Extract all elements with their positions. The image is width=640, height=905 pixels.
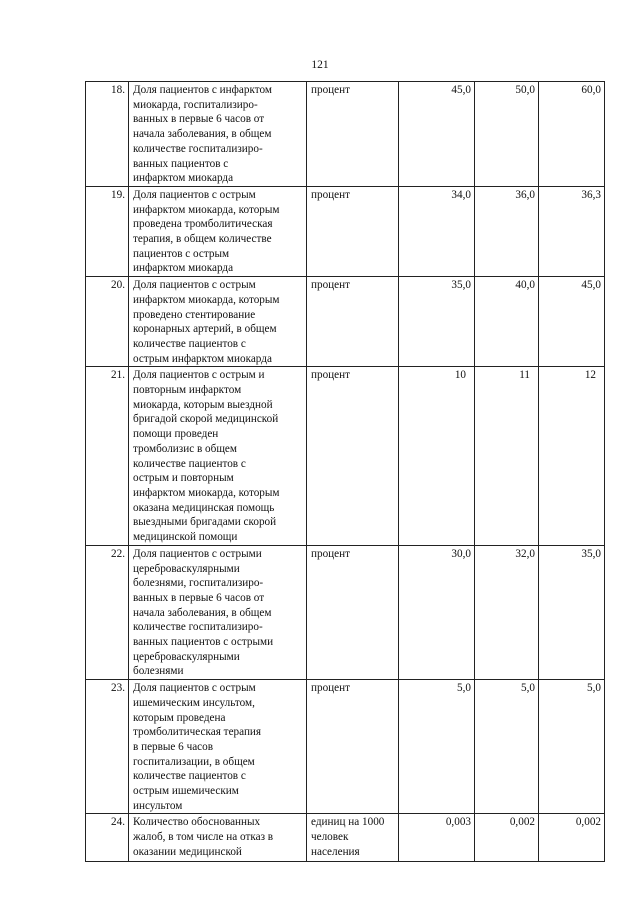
value-year-2: 0,002 <box>475 814 539 862</box>
indicator-name-line: острым инфарктом миокарда <box>133 352 272 365</box>
value-year-2: 40,0 <box>475 277 539 367</box>
indicator-name-line: количестве пациентов с <box>133 770 246 783</box>
indicator-name-line: тромболитическая терапия <box>133 726 262 739</box>
indicator-name-line: терапия, в общем количестве <box>133 233 272 246</box>
value-year-3: 0,002 <box>539 814 605 862</box>
indicator-name-line: ишемическим инсультом, <box>133 696 255 709</box>
indicator-name-line: проведено стентирование <box>133 308 256 321</box>
indicator-name <box>129 814 307 862</box>
unit-line: процент <box>311 188 351 201</box>
table-row <box>86 82 605 187</box>
indicator-name-line: начала заболевания, в общем <box>133 128 272 141</box>
indicator-name-line: ванных пациентов с <box>133 157 229 170</box>
indicator-name-line: помощи проведен <box>133 428 219 441</box>
value-year-3: 36,3 <box>539 186 605 276</box>
value-year-2: 50,0 <box>475 82 539 187</box>
indicator-name-line: повторным инфарктом <box>133 384 242 397</box>
value-year-1: 35,0 <box>399 277 475 367</box>
indicator-name-line: болезнями <box>133 665 184 678</box>
unit <box>307 82 399 187</box>
indicator-name <box>129 545 307 679</box>
unit <box>307 186 399 276</box>
indicator-name-line: оказана медицинская помощь <box>133 501 275 514</box>
unit <box>307 277 399 367</box>
indicator-name-line: Доля пациентов с инфарктом <box>133 84 272 96</box>
indicator-name-line: жалоб, в том числе на отказ в <box>133 831 274 844</box>
value-year-3: 12 <box>539 367 605 545</box>
unit <box>307 367 399 545</box>
indicator-name-line: бригадой скорой медицинской <box>133 413 279 426</box>
indicators-table-body <box>86 82 605 862</box>
table-row <box>86 814 605 862</box>
indicator-name-line: пациентов с острым <box>133 247 230 260</box>
value-year-2: 5,0 <box>475 680 539 814</box>
row-number: 21. <box>86 367 129 545</box>
indicator-name <box>129 277 307 367</box>
value-year-2: 36,0 <box>475 186 539 276</box>
unit-line: процент <box>311 369 351 382</box>
unit <box>307 814 399 862</box>
indicator-name-line: количестве госпитализиро- <box>133 621 263 634</box>
indicator-name-line: количестве пациентов с <box>133 337 246 350</box>
unit-line: процент <box>311 682 351 695</box>
unit-line: единиц на 1000 <box>311 816 385 829</box>
row-number: 24. <box>86 814 129 862</box>
unit-line: процент <box>311 279 351 292</box>
unit-line: населения <box>311 845 360 858</box>
indicator-name-line: начала заболевания, в общем <box>133 606 272 619</box>
row-number: 22. <box>86 545 129 679</box>
indicator-name-line: миокарда, которым выездной <box>133 398 273 411</box>
indicator-name-line: коронарных артерий, в общем <box>133 323 277 336</box>
indicator-name-line: Доля пациентов с острыми <box>133 547 262 560</box>
indicator-name-line: инфарктом миокарда <box>133 262 234 275</box>
indicator-name <box>129 680 307 814</box>
row-number: 19. <box>86 186 129 276</box>
indicator-name <box>129 367 307 545</box>
indicator-name-line: инфарктом миокарда, которым <box>133 203 280 216</box>
indicator-name-line: Доля пациентов с острым и <box>133 369 265 382</box>
indicator-name-line: тромболизис в общем <box>133 442 237 455</box>
indicator-name-line: цереброваскулярными <box>133 650 240 663</box>
table-row <box>86 186 605 276</box>
indicator-name-line: миокарда, госпитализиро- <box>133 98 258 111</box>
value-year-1: 45,0 <box>399 82 475 187</box>
value-year-1: 5,0 <box>399 680 475 814</box>
indicator-name-line: госпитализации, в общем <box>133 755 255 768</box>
indicator-name-line: в первые 6 часов <box>133 740 214 753</box>
indicator-name-line: ванных в первые 6 часов от <box>133 113 265 126</box>
indicator-name-line: болезнями, госпитализиро- <box>133 577 264 590</box>
value-year-1: 0,003 <box>399 814 475 862</box>
indicator-name-line: ванных пациентов с острыми <box>133 636 274 649</box>
indicators-table <box>85 81 605 862</box>
indicator-name-line: которым проведена <box>133 711 226 724</box>
indicator-name-line: Доля пациентов с острым <box>133 188 256 201</box>
indicator-name-line: проведена тромболитическая <box>133 218 273 231</box>
row-number: 20. <box>86 277 129 367</box>
indicator-name-line: количестве пациентов с <box>133 457 246 470</box>
indicator-name-line: Количество обоснованных <box>133 816 261 829</box>
value-year-3: 5,0 <box>539 680 605 814</box>
indicator-name-line: инсультом <box>133 799 183 812</box>
table-row <box>86 367 605 545</box>
indicator-name-line: цереброваскулярными <box>133 562 240 575</box>
unit <box>307 545 399 679</box>
value-year-3: 60,0 <box>539 82 605 187</box>
page-number: 121 <box>311 59 329 71</box>
value-year-1: 34,0 <box>399 186 475 276</box>
indicator-name-line: инфарктом миокарда <box>133 172 234 185</box>
indicator-name-line: острым ишемическим <box>133 785 239 798</box>
unit-line: человек <box>311 831 349 844</box>
row-number: 18. <box>86 82 129 187</box>
table-row <box>86 277 605 367</box>
indicator-name <box>129 186 307 276</box>
indicator-name <box>129 82 307 187</box>
indicator-name-line: количестве госпитализиро- <box>133 142 263 155</box>
value-year-2: 32,0 <box>475 545 539 679</box>
value-year-3: 35,0 <box>539 545 605 679</box>
indicator-name-line: инфарктом миокарда, которым <box>133 293 280 306</box>
table-row <box>86 545 605 679</box>
indicator-name-line: медицинской помощи <box>133 531 238 544</box>
unit-line: процент <box>311 547 351 560</box>
indicator-name-line: Доля пациентов с острым <box>133 279 256 292</box>
table-row <box>86 680 605 814</box>
indicator-name-line: выездными бригадами скорой <box>133 516 277 529</box>
value-year-3: 45,0 <box>539 277 605 367</box>
row-number: 23. <box>86 680 129 814</box>
value-year-2: 11 <box>475 367 539 545</box>
indicator-name-line: оказании медицинской <box>133 845 242 858</box>
indicator-name-line: острым и повторным <box>133 472 234 485</box>
value-year-1: 10 <box>399 367 475 545</box>
value-year-1: 30,0 <box>399 545 475 679</box>
indicator-name-line: инфарктом миокарда, которым <box>133 486 280 499</box>
unit <box>307 680 399 814</box>
unit-line: процент <box>311 84 351 96</box>
indicator-name-line: Доля пациентов с острым <box>133 682 256 695</box>
indicator-name-line: ванных в первые 6 часов от <box>133 591 265 604</box>
